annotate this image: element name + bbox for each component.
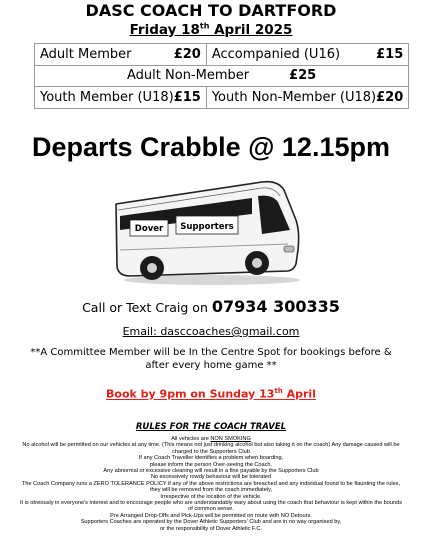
rules-line: or the responsibility of Dover Athletic F.C. — [160, 525, 262, 532]
event-date — [0, 18, 422, 38]
bus-sign-left-text: Dover — [134, 224, 164, 234]
bus-headlight — [284, 246, 294, 252]
date-rest: April 2025 — [209, 21, 293, 38]
rules-text — [18, 436, 404, 532]
price-label: Youth Non-Member (U18) — [211, 89, 377, 105]
book-suffix: April — [282, 387, 316, 401]
price-table — [34, 43, 409, 109]
date-suffix: th — [199, 21, 210, 30]
booking-deadline — [0, 387, 422, 401]
call-text: Call or Text Craig on — [82, 300, 208, 315]
bus-sign-right-text: Supporters — [180, 222, 234, 232]
price-label: Accompanied (U16) — [211, 46, 341, 62]
rules-line: Irrespective of the location of the vehicle. — [160, 493, 262, 500]
committee-note: **A Committee Member will be In the Centre Spot for bookings before & after every home game ** — [30, 347, 392, 371]
rules-line: Pre Arranged Drop-Offs and Pick-Ups will be permitted on route with NO Detours. — [110, 512, 312, 519]
price-row — [35, 44, 409, 66]
bus-rear-wheel — [140, 256, 164, 280]
price-amount: £25 — [289, 68, 317, 84]
rules-line: No excessively rowdy behaviour will be tolerated — [150, 474, 272, 481]
book-prefix: Book by 9pm on Sunday 13 — [106, 387, 275, 401]
phone-number[interactable]: 07934 300335 — [211, 297, 340, 316]
rules-line: If any Coach Traveller identifies a problem when boarding, — [138, 455, 284, 462]
contact-line — [0, 298, 422, 317]
price-cell-adult-non-member — [35, 65, 409, 87]
poster-title: DASC COACH TO DARTFORD — [85, 1, 337, 20]
rules-line: Any abnormal or excessive cleaning will result in a fine payable by the Supporters Club — [103, 468, 319, 475]
rules-line1-prefix: All vehicles are — [171, 436, 209, 442]
date-prefix: Friday 18 — [129, 21, 200, 38]
rules-line: It is obviously in everyone's interest and to encourage people who are understandably wary about using the coach that behaviour is kept within the bounds of common sense. — [20, 500, 402, 513]
rules-line: please inform the person Over-seeing the Coach. — [149, 461, 273, 468]
price-cell-accompanied — [206, 44, 408, 66]
price-cell-youth-member — [35, 87, 207, 109]
rules-line1-underlined: NON SMOKING — [210, 436, 251, 442]
price-amount: £15 — [173, 89, 201, 105]
price-amount: £15 — [376, 46, 404, 62]
rules-heading: RULES FOR THE COACH TRAVEL — [135, 422, 287, 432]
price-row — [35, 65, 409, 87]
price-amount: £20 — [173, 46, 201, 62]
email-line[interactable]: Email: dasccoaches@gmail.com — [122, 325, 300, 338]
bus-front-wheel — [245, 251, 269, 275]
book-sup: th — [274, 387, 283, 395]
price-label: Adult Member — [40, 46, 132, 62]
price-cell-adult-member — [35, 44, 207, 66]
rules-line: No alcohol will be permitted on our vehicles at any time. (This means not just drinking alcohol but also taking it on the coach) Any damage caused will be charged to the Supporters Club — [22, 442, 400, 455]
price-row — [35, 87, 409, 109]
rules-line: Supporters Coaches are operated by the Dover Athletic Supporters' Club and are in no way organised by, — [80, 519, 342, 526]
rules-line: The Coach Company runs a ZERO TOLERANCE POLICY if any of the above restrictions are breached and any individual found to be flaunting the rules, they will be removed from the coach immediately, — [21, 480, 401, 494]
departure-heading: Departs Crabble @ 12.15pm — [32, 132, 390, 162]
price-cell-youth-non-member — [206, 87, 408, 109]
price-label: Adult Non-Member — [127, 68, 250, 84]
price-amount: £20 — [376, 89, 404, 105]
price-label: Youth Member (U18) — [40, 89, 174, 105]
coach-bus-illustration — [112, 172, 302, 287]
